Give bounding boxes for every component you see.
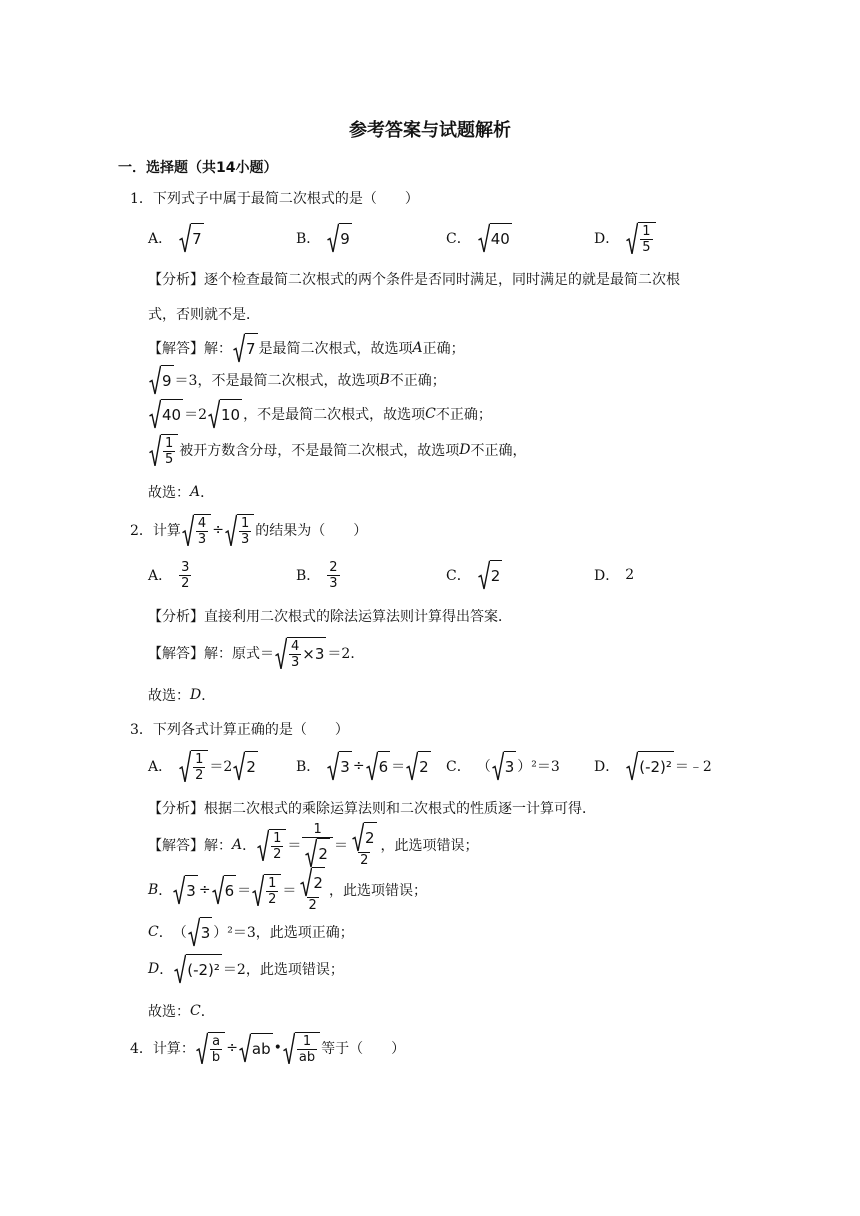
text-fragment: 2 bbox=[181, 575, 190, 591]
text-fragment: 3 bbox=[240, 531, 250, 547]
text-fragment: 3 bbox=[197, 531, 207, 547]
text-fragment: 等于（ ） bbox=[321, 1041, 406, 1057]
text-fragment: ． bbox=[159, 962, 174, 978]
fraction bbox=[271, 831, 283, 862]
square-root bbox=[208, 399, 242, 429]
text-fragment: 2 bbox=[418, 751, 431, 781]
text-fragment: 2 bbox=[308, 898, 317, 913]
option-d bbox=[594, 746, 712, 786]
fraction bbox=[349, 822, 380, 868]
text-fragment: ） bbox=[517, 759, 532, 775]
square-root bbox=[626, 751, 674, 781]
text-fragment: 2 bbox=[329, 559, 338, 575]
radicand bbox=[264, 874, 281, 907]
radical-sign-icon bbox=[478, 560, 490, 590]
square-root bbox=[173, 875, 198, 905]
text-fragment: ． bbox=[200, 1004, 215, 1020]
option-b bbox=[296, 555, 341, 595]
text-fragment: ＝ bbox=[333, 838, 348, 854]
text-fragment: 不正确， bbox=[470, 443, 527, 459]
text-fragment: D． bbox=[594, 759, 620, 775]
text-fragment: B bbox=[379, 372, 390, 388]
text-fragment: ． bbox=[201, 688, 216, 704]
text-fragment: D bbox=[148, 961, 160, 977]
text-fragment: (-2)² bbox=[638, 751, 674, 781]
square-root bbox=[327, 751, 352, 781]
text-fragment: C． bbox=[446, 568, 471, 584]
text-fragment: 3．下列各式计算正确的是（ ） bbox=[130, 722, 349, 738]
text-fragment: 5 bbox=[165, 451, 174, 467]
radicand bbox=[194, 514, 211, 547]
question-2-options bbox=[148, 555, 748, 595]
question-4-stem bbox=[130, 1026, 405, 1070]
choice-result bbox=[148, 474, 214, 510]
text-fragment: 2 bbox=[360, 853, 369, 868]
text-fragment: ＝3，不是最简二次根式，故选项 bbox=[174, 373, 380, 389]
text-fragment: ×3 bbox=[302, 645, 325, 663]
text-fragment: 2 bbox=[317, 838, 330, 868]
radicand bbox=[237, 514, 254, 547]
radical-sign-icon bbox=[233, 751, 245, 781]
text-fragment: 40 bbox=[490, 223, 512, 253]
square-root bbox=[212, 875, 237, 905]
text-fragment: 5 bbox=[642, 239, 651, 255]
square-root bbox=[233, 333, 258, 363]
radical-sign-icon bbox=[174, 954, 186, 984]
text-fragment: 1．下列式子中属于最简二次根式的是（ ） bbox=[130, 191, 419, 207]
radicand bbox=[269, 829, 286, 862]
text-fragment: ） bbox=[213, 925, 228, 941]
analysis-text-cont bbox=[148, 296, 260, 332]
text-fragment: ，此选项错误； bbox=[380, 838, 479, 854]
text-fragment: 故选： bbox=[148, 688, 190, 704]
text-fragment: 1 bbox=[642, 223, 651, 239]
radical-sign-icon bbox=[283, 1032, 295, 1065]
radical-sign-icon bbox=[149, 365, 161, 395]
text-fragment: ． bbox=[158, 883, 173, 899]
text-fragment: D bbox=[190, 687, 202, 703]
text-fragment: 3 bbox=[339, 751, 352, 781]
text-fragment: 1 bbox=[240, 515, 250, 531]
text-fragment: 【解答】解： bbox=[148, 341, 232, 357]
square-root bbox=[252, 874, 281, 907]
square-root bbox=[239, 1033, 273, 1063]
text-fragment: 3 bbox=[329, 575, 338, 591]
text-fragment: 2 bbox=[625, 567, 635, 583]
text-fragment: 10 bbox=[220, 399, 242, 429]
radical-sign-icon bbox=[305, 838, 317, 868]
text-fragment: ＝ bbox=[287, 838, 302, 854]
fraction bbox=[266, 876, 278, 907]
radical-sign-icon bbox=[406, 751, 418, 781]
text-fragment: 7 bbox=[245, 333, 258, 363]
text-fragment: 4 bbox=[291, 638, 300, 654]
radical-sign-icon bbox=[188, 917, 200, 947]
question-1-stem bbox=[130, 180, 419, 216]
text-fragment: A． bbox=[148, 759, 173, 775]
radicand bbox=[161, 434, 178, 467]
text-fragment: 的结果为（ ） bbox=[255, 523, 368, 539]
square-root bbox=[149, 365, 174, 395]
square-root bbox=[366, 751, 391, 781]
text-fragment: 3 bbox=[181, 559, 190, 575]
square-root bbox=[233, 751, 258, 781]
option-a bbox=[148, 218, 205, 258]
text-fragment: 【分析】根据二次根式的乘除运算法则和二次根式的性质逐一计算可得． bbox=[148, 801, 596, 817]
square-root bbox=[327, 223, 352, 253]
radical-sign-icon bbox=[257, 829, 269, 862]
radical-sign-icon bbox=[300, 867, 312, 897]
radical-sign-icon bbox=[208, 399, 220, 429]
radicand bbox=[295, 1032, 320, 1065]
text-fragment: A bbox=[232, 837, 243, 853]
question-3-options bbox=[148, 746, 748, 786]
square-root bbox=[257, 829, 286, 862]
text-fragment: A bbox=[412, 340, 423, 356]
text-fragment: 3 bbox=[200, 917, 213, 947]
text-fragment: 2 bbox=[268, 891, 277, 907]
text-fragment: C bbox=[148, 924, 159, 940]
square-root bbox=[283, 1032, 320, 1065]
text-fragment: ． bbox=[200, 485, 215, 501]
text-fragment: 正确； bbox=[422, 341, 465, 357]
option-c bbox=[446, 746, 560, 786]
square-root bbox=[478, 223, 512, 253]
radical-sign-icon bbox=[492, 751, 504, 781]
analysis-text bbox=[148, 598, 512, 634]
answer-line-b bbox=[148, 868, 427, 912]
text-fragment: ，此选项正确； bbox=[255, 925, 354, 941]
square-root bbox=[174, 954, 222, 984]
text-fragment: （ bbox=[172, 925, 187, 941]
page-title: 参考答案与试题解析 bbox=[349, 120, 511, 141]
text-fragment: 2 bbox=[490, 560, 503, 590]
text-fragment: • bbox=[273, 1040, 282, 1056]
square-root bbox=[188, 917, 213, 947]
radicand bbox=[287, 637, 326, 670]
radical-sign-icon bbox=[196, 1032, 208, 1065]
text-fragment: 被开方数含分母，不是最简二次根式，故选项 bbox=[179, 443, 460, 459]
radical-sign-icon bbox=[212, 875, 224, 905]
text-fragment: 1 bbox=[313, 822, 322, 837]
text-fragment: ＝2 bbox=[222, 962, 246, 978]
radicand bbox=[638, 222, 655, 255]
text-fragment: 9 bbox=[339, 223, 352, 253]
radical-sign-icon bbox=[366, 751, 378, 781]
option-b bbox=[296, 746, 432, 786]
text-fragment: 6 bbox=[224, 875, 237, 905]
text-fragment: B． bbox=[296, 231, 321, 247]
text-fragment: 1 bbox=[165, 435, 174, 451]
text-fragment: D． bbox=[594, 568, 620, 584]
answer-line-4 bbox=[148, 428, 527, 472]
answer-line-d bbox=[148, 951, 344, 987]
text-fragment: ＝2 bbox=[184, 407, 208, 423]
square-root bbox=[179, 223, 204, 253]
option-a bbox=[148, 555, 192, 595]
text-fragment: 【解答】解：原式＝ bbox=[148, 646, 274, 662]
text-fragment: 3 bbox=[504, 751, 517, 781]
text-fragment: ÷ bbox=[212, 522, 224, 538]
choice-result bbox=[148, 993, 215, 1029]
radicand bbox=[191, 750, 208, 783]
radical-sign-icon bbox=[327, 223, 339, 253]
square-root bbox=[275, 637, 326, 670]
radicand bbox=[208, 1032, 225, 1065]
option-a bbox=[148, 746, 259, 786]
text-fragment: 9 bbox=[161, 365, 174, 395]
text-fragment: ÷ bbox=[226, 1040, 238, 1056]
radical-sign-icon bbox=[149, 434, 161, 467]
text-fragment: ． bbox=[242, 838, 257, 854]
square-root bbox=[149, 434, 178, 467]
radical-sign-icon bbox=[149, 399, 161, 429]
option-c bbox=[446, 218, 513, 258]
text-fragment: ． bbox=[158, 925, 173, 941]
text-fragment: （ bbox=[476, 759, 491, 775]
fraction bbox=[297, 1034, 317, 1065]
text-fragment: ＝﹣2 bbox=[674, 759, 712, 775]
text-fragment: b bbox=[211, 1049, 221, 1065]
fraction bbox=[196, 516, 208, 547]
fraction bbox=[210, 1034, 222, 1065]
square-root bbox=[492, 751, 517, 781]
text-fragment: C bbox=[425, 406, 436, 422]
square-root bbox=[196, 1032, 225, 1065]
text-fragment: ＝ bbox=[391, 759, 406, 775]
text-fragment: B． bbox=[296, 759, 321, 775]
text-fragment: ÷ bbox=[198, 882, 211, 898]
answer-line-c bbox=[148, 914, 354, 950]
fraction bbox=[640, 224, 652, 255]
square-root bbox=[478, 560, 503, 590]
square-root bbox=[406, 751, 431, 781]
text-fragment: B． bbox=[296, 568, 321, 584]
square-root bbox=[300, 867, 325, 897]
text-fragment: ＝ bbox=[237, 883, 252, 899]
text-fragment: 4 bbox=[197, 515, 207, 531]
answer-line-1 bbox=[148, 631, 364, 675]
text-fragment: 不正确； bbox=[435, 407, 492, 423]
text-fragment: 式，否则就不是． bbox=[148, 307, 260, 323]
radical-sign-icon bbox=[478, 223, 490, 253]
text-fragment: 【解答】解： bbox=[148, 838, 232, 854]
radical-sign-icon bbox=[327, 751, 339, 781]
text-fragment: 3 bbox=[291, 654, 300, 670]
text-fragment: C bbox=[190, 1003, 201, 1019]
question-2-stem bbox=[130, 508, 367, 552]
text-fragment: ＝2 bbox=[209, 759, 233, 775]
option-c bbox=[446, 555, 503, 595]
text-fragment: ÷ bbox=[352, 758, 365, 774]
text-fragment: 【分析】直接利用二次根式的除法运算法则计算得出答案． bbox=[148, 609, 512, 625]
text-fragment: C． bbox=[446, 759, 471, 775]
fraction bbox=[193, 752, 205, 783]
fraction bbox=[327, 560, 339, 591]
text-fragment: 2 bbox=[245, 751, 258, 781]
option-d bbox=[594, 218, 657, 258]
text-fragment: 1 bbox=[268, 875, 277, 891]
radical-sign-icon bbox=[626, 751, 638, 781]
square-root bbox=[305, 838, 330, 868]
text-fragment: A． bbox=[148, 568, 173, 584]
square-root bbox=[352, 822, 377, 852]
answer-line-2 bbox=[148, 362, 446, 398]
square-root bbox=[626, 222, 655, 255]
square-root bbox=[182, 514, 211, 547]
text-fragment: 2 bbox=[273, 846, 282, 862]
text-fragment: 1 bbox=[273, 830, 282, 846]
radical-sign-icon bbox=[225, 514, 237, 547]
text-fragment: 2 bbox=[195, 767, 204, 783]
text-fragment: ＝2． bbox=[327, 646, 365, 662]
text-fragment: A bbox=[190, 484, 201, 500]
fraction bbox=[179, 560, 191, 591]
text-fragment: ＝ bbox=[282, 883, 297, 899]
text-fragment: 3 bbox=[185, 875, 198, 905]
radical-sign-icon bbox=[179, 223, 191, 253]
text-fragment: 不正确； bbox=[389, 373, 446, 389]
question-3-stem bbox=[130, 711, 349, 747]
text-fragment: 7 bbox=[191, 223, 204, 253]
fraction bbox=[289, 639, 301, 670]
text-fragment: 故选： bbox=[148, 1004, 190, 1020]
radical-sign-icon bbox=[352, 822, 364, 852]
text-fragment: (-2)² bbox=[186, 954, 222, 984]
fraction bbox=[163, 436, 175, 467]
text-fragment: 1 bbox=[302, 1033, 312, 1049]
radical-sign-icon bbox=[239, 1033, 251, 1063]
text-fragment: 2．计算 bbox=[130, 523, 181, 539]
text-fragment: ab bbox=[251, 1033, 273, 1063]
text-fragment: A． bbox=[148, 231, 173, 247]
radical-sign-icon bbox=[179, 750, 191, 783]
text-fragment: 40 bbox=[161, 399, 183, 429]
fraction bbox=[297, 867, 328, 913]
text-fragment: ，此选项错误； bbox=[245, 962, 344, 978]
text-fragment: ²＝3 bbox=[227, 925, 256, 941]
fraction bbox=[302, 822, 333, 868]
radical-sign-icon bbox=[252, 874, 264, 907]
text-fragment: B bbox=[148, 882, 159, 898]
square-root bbox=[225, 514, 254, 547]
square-root bbox=[149, 399, 183, 429]
text-fragment: 4．计算： bbox=[130, 1041, 195, 1057]
option-b bbox=[296, 218, 353, 258]
text-fragment: 6 bbox=[378, 751, 391, 781]
text-fragment: 故选： bbox=[148, 485, 190, 501]
text-fragment: C． bbox=[446, 231, 471, 247]
radical-sign-icon bbox=[173, 875, 185, 905]
answer-line-1 bbox=[148, 330, 465, 366]
question-1-options bbox=[148, 218, 748, 258]
answer-line-3 bbox=[148, 396, 492, 432]
text-fragment: ，不是最简二次根式，故选项 bbox=[243, 407, 426, 423]
choice-result bbox=[148, 677, 215, 713]
text-fragment: ²＝3 bbox=[531, 759, 560, 775]
square-root bbox=[179, 750, 208, 783]
text-fragment: D bbox=[459, 442, 471, 458]
text-fragment: ，此选项错误； bbox=[328, 883, 427, 899]
text-fragment: 2 bbox=[312, 867, 325, 897]
section-heading: 一．选择题（共14小题） bbox=[118, 160, 278, 176]
radical-sign-icon bbox=[182, 514, 194, 547]
text-fragment: D． bbox=[594, 231, 620, 247]
text-fragment: a bbox=[212, 1033, 221, 1049]
text-fragment: 【分析】逐个检查最简二次根式的两个条件是否同时满足，同时满足的就是最简二次根 bbox=[148, 272, 680, 288]
option-d bbox=[594, 555, 634, 595]
answer-line-a bbox=[148, 823, 479, 867]
text-fragment: 1 bbox=[195, 751, 204, 767]
text-fragment: 2 bbox=[364, 822, 377, 852]
radical-sign-icon bbox=[233, 333, 245, 363]
text-fragment: ab bbox=[298, 1049, 316, 1065]
text-fragment: 是最简二次根式，故选项 bbox=[258, 341, 413, 357]
fraction bbox=[239, 516, 251, 547]
analysis-text bbox=[148, 261, 680, 297]
radical-sign-icon bbox=[626, 222, 638, 255]
analysis-text bbox=[148, 790, 596, 826]
radical-sign-icon bbox=[275, 637, 287, 670]
